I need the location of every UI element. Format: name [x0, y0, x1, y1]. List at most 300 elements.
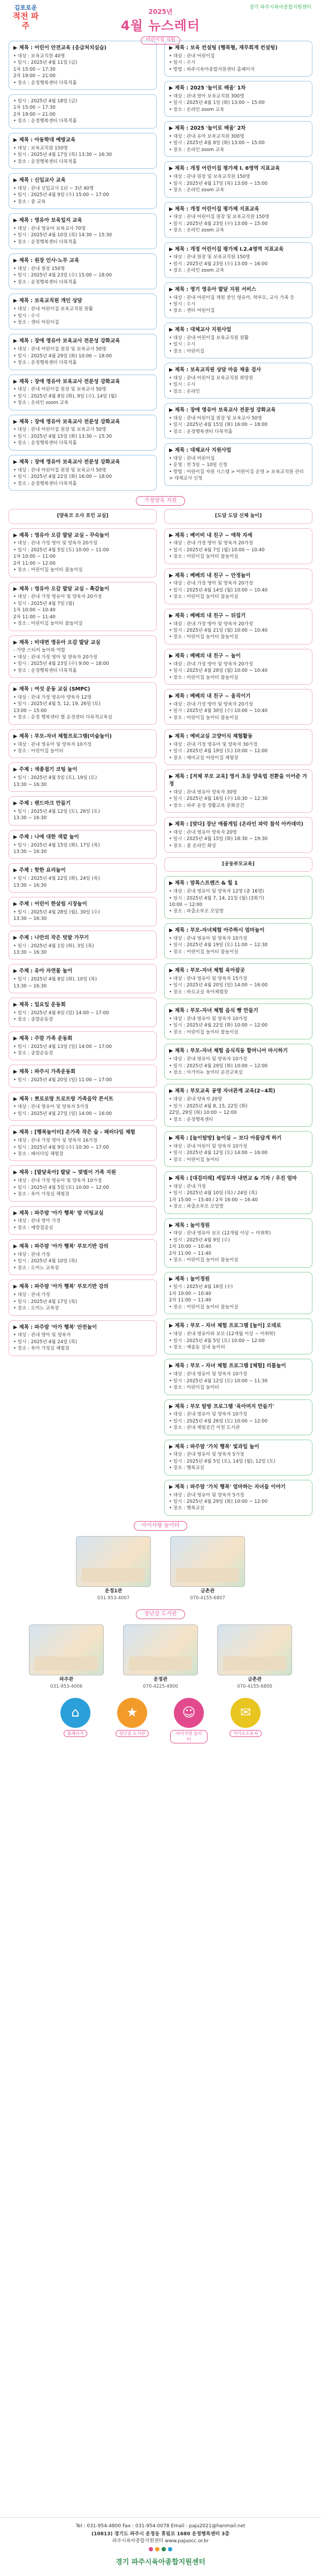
- program-detail: • 대상 : 관내 어린이집: [169, 53, 215, 59]
- program-detail: • 일시 : 2025년 4월 22일 (화) 16:00 ~ 18:00: [13, 474, 112, 480]
- program-detail: • 일시 : 2025년 4월 5, 12, 19, 26일 (토) 13:00 ~ 15:00: [13, 701, 101, 714]
- program-title: ▶ 제목 : 보육 컨설팅 (행복형, 재무회계 컨설팅): [169, 45, 278, 51]
- home-care-right-list-2: [164, 876, 312, 1167]
- program-title: ▶ 제목 : 부모 - 자녀 체험 프로그램 [놀이] 오데로: [169, 1323, 281, 1329]
- home-care-left-column: [9, 509, 157, 1515]
- program-detail: • 일시 : 2025년 4월 5일 (토) 10:00 ~ 11:00 1차 10:00 ~ 11:00 2차 11:00 ~ 12:00: [13, 547, 109, 566]
- home-care-heading: 가정양육 지원: [0, 496, 321, 506]
- quick-link-1[interactable]: [113, 1698, 151, 1744]
- program-detail: • 일시 : 2025년 4월 21일 (월) 10:00 ~ 10:40: [169, 627, 268, 633]
- program-card: [9, 173, 157, 209]
- program-detail: • 장소 : 어린이집 놀이터 물놀이실: [169, 554, 239, 560]
- facility-photo-card: [76, 1536, 151, 1601]
- program-title: ▶ 제목 : 부모교육 공명 자녀관계 교육(2~4회): [169, 1088, 276, 1095]
- org-name-top: 경기 파주시육아종합지원센터: [249, 5, 311, 10]
- program-detail: • 대상 : 관내 어린이집 보육교직원 희망원: [169, 375, 254, 381]
- header: [0, 0, 321, 41]
- program-title: ▶ 제목 : 파주맘 '가치 행복' 빛과일 놀이: [169, 1443, 259, 1450]
- program-detail: • 대상 : 보육교직원 40명: [13, 53, 65, 59]
- title-block: [0, 8, 321, 44]
- program-detail: • 방법 : 파주시육아종합지원센터 홈페이지: [169, 66, 255, 72]
- program-detail: • 일시 : 수시: [13, 313, 40, 319]
- quick-link-label[interactable]: 카카오소통처: [230, 1730, 262, 1738]
- program-detail: • 일시 : 2025년 4월 28일 (월), 30일 (수) 13:30 ~ 16:30: [13, 909, 100, 922]
- program-detail: • 장소 : 운정행복센터 다목적홀: [13, 239, 77, 245]
- right-subheading-2: [공동부모교육]: [164, 857, 312, 872]
- facility-name: 금촌관: [247, 1677, 262, 1683]
- quick-link-label[interactable]: 장난감 도서관: [116, 1730, 149, 1738]
- program-title: ▶ 제목 : 파주맘 '아가 행복' 맘 미팅교실: [13, 1210, 104, 1216]
- program-detail: • 일시 : 2025년 4월 10일 (목): [13, 1259, 78, 1264]
- program-card: [9, 830, 157, 859]
- program-detail: • 일시 : 2025년 4월 9일 (수) 10:30 ~ 17:00: [13, 1144, 109, 1150]
- facility-photo: [76, 1536, 151, 1587]
- program-detail: • 대상 : 관내 가정 영유아 및 양육자 20가정: [13, 594, 102, 600]
- program-card: [164, 1084, 312, 1127]
- program-card: [9, 998, 157, 1027]
- program-title: ▶ 제목 : 영기 영유아 발달 지원 서비스: [169, 286, 256, 293]
- program-detail: • 일시 : 2025년 4월 9일 (수) 1차 10:00 ~ 10:40 2차 11:00 ~ 11:40: [169, 1237, 230, 1256]
- program-detail: • 일시 : 2025년 4월 1일 (화) 13:00 ~ 15:00: [169, 100, 265, 106]
- program-detail: • 일시 : 수시: [169, 342, 196, 348]
- program-detail: • 장소 : 온라인 zoom 교육: [169, 268, 225, 274]
- program-detail: • 일시 : 2025년 4월 17일 (목) 13:00 ~ 15:00: [169, 181, 268, 186]
- home-icon[interactable]: ⌂: [60, 1698, 90, 1728]
- program-detail: • 대상 : 관내 영유아 및 양육자 5가정: [13, 1104, 89, 1110]
- program-card: [9, 1065, 157, 1087]
- program-detail: • 일시 : 2025년 4월 12일 (토) 10:00 ~ 11:30: [169, 1378, 268, 1384]
- program-detail: • 대상 : 관내 영유아 및 양육자 5가정: [169, 1492, 244, 1498]
- program-title: ▶ 제목 : 신입교사 교육: [13, 177, 66, 183]
- program-detail: • 일시 : 2025년 4월 10일 (목) 14:30 ~ 15:30: [13, 233, 112, 238]
- quick-link-label[interactable]: 아이사랑 놀이터: [170, 1730, 208, 1743]
- program-detail: • 장소 : 바로교실 육아체험장: [169, 989, 228, 995]
- program-card: [164, 649, 312, 685]
- program-detail: • 대상 : 관내 원장 및 보육교직원 150명: [169, 174, 250, 180]
- program-detail: • 대상 : 관내 어린이집 원장 및 보육교사 50명: [13, 347, 106, 353]
- program-card: [164, 242, 312, 278]
- program-card: [9, 415, 157, 451]
- program-detail: • 일시 : 2025년 4월 7일 (월) 1차 10:00 ~ 10:40 2차 11:00 ~ 11:40: [13, 601, 74, 620]
- program-card: [9, 1125, 157, 1161]
- program-title: ▶ 제목 : 부모-자녀 체험 음식직동 할머니어 마시하기: [169, 1048, 288, 1054]
- program-detail: - 가방 스티커 놀이와 역할: [13, 648, 66, 654]
- program-detail: • 일시 : 2025년 4월 14일 (월) 10:00 ~ 10:40: [169, 587, 268, 593]
- program-card: [164, 689, 312, 725]
- program-card: [9, 1279, 157, 1315]
- program-card: [9, 1320, 157, 1356]
- program-title: ▶ 제목 : [행복놀이터] 온가족 작은 숲 - 패러다임 체험: [13, 1129, 135, 1136]
- program-detail: • 대상 : 관내 영아 및 양육자: [13, 1332, 71, 1338]
- program-title: ▶ 제목 : 개정 어린이집 평가제 I.2.4영역 지표교육: [169, 246, 284, 252]
- facility-phone: 070-4225-4800: [143, 1684, 178, 1690]
- program-detail: • 일시 : 2025년 4월 12일 (토), 26일 (토) 13:30 ~ 16:30: [13, 808, 100, 821]
- home-care-section: [0, 509, 321, 1515]
- program-detail: • 대상 : 관내 유아 보육교직원 300명: [169, 134, 244, 140]
- program-detail: • 장소 : 어린이집 놀이터 물놀이실: [169, 1257, 239, 1263]
- program-detail: • 일시 : 2025년 4월 22일 (화), 24일 (목) 13:30 ~ 16:30: [13, 876, 100, 888]
- program-detail: • 일시 : 2025년 4월 8일 (화), 10일 (목) 13:30 ~ 16:30: [13, 977, 97, 989]
- toy-icon[interactable]: ★: [117, 1698, 147, 1728]
- program-detail: • 일시 : 2025년 4월 17일 (목): [13, 1299, 78, 1305]
- program-detail: • 장소 : 센터 어린이집: [13, 320, 59, 326]
- program-title: ▶ 제목 : [발달육아] 발달 ~ 맞벌이 가족 지원: [13, 1170, 116, 1176]
- program-card: [9, 1031, 157, 1061]
- home-care-right-list: [164, 528, 312, 853]
- program-detail: • 일시 : 2025년 4월 15일 (화) 16:00 ~ 18:00: [169, 422, 268, 428]
- play-icon[interactable]: ☺: [174, 1698, 204, 1728]
- program-card: [164, 403, 312, 439]
- program-title: ▶ 제목 : 파주맘 '아가 행복' 부모기반 강의: [13, 1284, 109, 1290]
- program-detail: • 일시 : 2025년 4월 17일 (목) 13:30 ~ 16:30: [13, 152, 112, 158]
- facility-photo-card: [123, 1624, 198, 1690]
- program-detail: • 일시 : 수시: [169, 301, 196, 307]
- kakao-icon[interactable]: ✉: [231, 1698, 261, 1728]
- program-detail: • 대상 : 관내 가정 영유아 및 양육자 30가정: [169, 742, 258, 747]
- program-detail: • 장소 : 예방접종실: [13, 1225, 54, 1231]
- program-detail: • 장소 : 도미노 교육장: [13, 1306, 59, 1312]
- facility-photo: [170, 1536, 245, 1587]
- program-detail: • 대상 : 관내 영아 보육교직원 300명: [169, 93, 244, 99]
- program-detail: • 일시 : 2025년 4월 1일 (화), 3일 (목) 13:30 ~ 16:30: [13, 943, 94, 955]
- program-detail: • 일시 : 2025년 4월 5일 (토) 10:00 ~ 12:00: [13, 1185, 109, 1190]
- program-card: [9, 729, 157, 759]
- program-detail: • 장소 : 줌 온라인 화상: [169, 843, 217, 849]
- section-pill-daycare: 어린이집 지원: [141, 36, 180, 44]
- program-card: [164, 443, 312, 486]
- program-detail: • 대상 : 관내 어린이집 재원 중인 영유아, 학부모, 교사 가족 등: [169, 295, 295, 301]
- program-card: [164, 609, 312, 645]
- program-detail: • 일시 : 수시: [169, 382, 196, 388]
- program-title: ▶ 제목 : 개정 어린이집 평가제 I. 6영역 지표교육: [169, 166, 280, 172]
- program-detail: • 장소 : 육아 가정실 체험장: [13, 1192, 70, 1197]
- program-card: [164, 1218, 312, 1268]
- facility-photo-card: [217, 1624, 292, 1690]
- quick-links: [0, 1693, 321, 1749]
- program-detail: • 일시 : 2025년 4월 7, 14, 21일 (월) (3회기) 10:00 ~ 12:00: [169, 895, 264, 908]
- program-card: [9, 41, 157, 90]
- program-card: [9, 213, 157, 249]
- program-detail: • 일시 : 2025년 4월 11일 (금) 1차 15:00 ~ 17:30 2차 19:00 ~ 21:00: [13, 60, 78, 79]
- program-title: ▶ 제목 : 맘톡스프렌즈 & 힐 1: [169, 880, 238, 887]
- program-detail: • 대상 : 관내 영유아 및 양육자 10가정: [169, 1057, 247, 1062]
- program-detail: • 장소 : 파주 운정 생활교육 문화공간: [169, 803, 244, 808]
- program-detail: • 일시 : 2025년 4월 23일 (수) 9:00 ~ 18:00: [13, 661, 109, 667]
- program-detail: • 장소 : 운정행복센터 다목적홀: [13, 481, 77, 486]
- program-detail: • 일시 : 2025년 4월 23일 (수) 15:00 ~ 18:00: [13, 273, 112, 279]
- program-detail: • 대상 : 관내 가정: [169, 1184, 206, 1189]
- daycare-left-column: [9, 41, 157, 491]
- right-subheading: [도담 도담 신체 놀이]: [164, 509, 312, 523]
- program-detail: • 일시 : 2025년 4월 10일 (목) / 24일 (목) 1차 15:00 ~ 15:40 / 2차 16:00 ~ 16:40: [169, 1190, 258, 1203]
- program-title: ▶ 제목 : 부모-자녀 체험 음식 빵 만들기: [169, 1008, 258, 1014]
- program-title: ▶ 제목 : 예비교실 고양이식 체험활동: [169, 733, 253, 740]
- program-detail: • 대상 : 관내 영유아 및 양육자 15가정: [169, 976, 247, 982]
- program-detail: • 일시 : 2025년 4월 5일 (토), 19일 (토) 13:30 ~ 16:30: [13, 775, 97, 788]
- program-detail: • 일시 : 2025년 4월 20일 (일) 14:00 ~ 16:00: [169, 983, 268, 989]
- program-detail: • 장소 : 어린이집 놀이터: [169, 1157, 219, 1163]
- program-card: [9, 682, 157, 725]
- program-detail: • 장소 : 온라인 zoom 교육: [169, 107, 225, 113]
- program-title: ▶ 제목 : [저체 부모 교육] 영서 초등 양육법 전환을 이어준 가정: [169, 774, 308, 788]
- program-title: ▶ 제목 : 놀이정원: [169, 1276, 210, 1282]
- program-detail: • 대상 : 관내 어린이집 원장 및 보육교직원 150명: [169, 214, 270, 220]
- playground-heading: 아이사랑 놀이터: [0, 1521, 321, 1531]
- program-detail: • 장소 : 패러다임 체험장: [13, 1151, 64, 1157]
- program-detail: • 일시 : 2025년 4월 8일 (화) 13:00 ~ 15:00: [169, 140, 265, 146]
- program-card: [9, 133, 157, 169]
- program-detail: • 대상 : 보육교직원 150명: [13, 145, 68, 151]
- program-title: ▶ 주제 : 유아 자연물 놀이: [13, 968, 73, 975]
- program-detail: • 대상 : 관내 원장 150명: [13, 266, 65, 272]
- program-title: ▶ 제목 : 놀이정원: [169, 1222, 210, 1229]
- program-detail: • 일시 : 2025년 4월 7일 (월) 10:00 ~ 10:40: [169, 547, 265, 553]
- program-card: [9, 1165, 157, 1201]
- program-title: ▶ 제목 : 장애 영유아 보육교사 전문성 강화교육: [13, 418, 120, 425]
- program-card: [9, 931, 157, 960]
- program-title: ▶ 제목 : 베베의 내 친구 ~ 뒤집기: [169, 612, 246, 619]
- program-detail: • 장소 : 운정행복센터 다목적홀: [13, 80, 77, 86]
- program-detail: • 장소 : 아가비누 놀이터 운전교육실: [169, 1069, 243, 1075]
- program-title: ▶ 제목 : 부모-자녀 체험프로그램(미술놀이): [13, 733, 112, 739]
- playground-photos: [0, 1534, 321, 1604]
- program-detail: • 일시 : 2025년 4월 13일 (일) 14:00 ~ 17:00: [13, 1044, 112, 1050]
- program-card: [9, 635, 157, 678]
- home-care-right-column: [164, 509, 312, 1515]
- program-title: ▶ 제목 : 뽀로로랑 트로트랑 가족음악 콘서트: [13, 1096, 113, 1102]
- program-detail: • 장소 : 종합운동장: [13, 1051, 54, 1056]
- facility-photo: [123, 1624, 198, 1675]
- program-detail: • 장소 : 파출소부모 모임방: [169, 1204, 224, 1210]
- program-title: ▶ 제목 : 2025 '놀이로 배움' 1차: [169, 85, 246, 92]
- program-card: [164, 1272, 312, 1315]
- program-detail: • 대상 : 관내 가정 영아 및 양육자 20가정: [169, 621, 253, 627]
- program-detail: • 대상 : 관내 가정 영아 및 양육자 20가정: [169, 661, 253, 667]
- program-detail: • 장소 : 어린이집 놀이터 물놀이실: [169, 1029, 239, 1035]
- daycare-right-column: [164, 41, 312, 491]
- program-detail: • 일시 : 2025년 4월 29일 (화) 10:00 ~ 18:00: [13, 353, 112, 359]
- program-title: ▶ 제목 : 어린이 안전교육 (응급처치실습): [13, 45, 106, 51]
- program-card: [164, 729, 312, 765]
- program-detail: • 장소 : 운정행복센터 다목적홀: [13, 279, 77, 285]
- program-card: [9, 1206, 157, 1235]
- home-care-left-list: [9, 528, 157, 1356]
- program-title: ▶ 제목 : 부모 탐방 프로그램 '육아머지 만들기': [169, 1403, 274, 1410]
- address-line: (10813) 경기도 파주시 운정동 휴림로 1680 운정행복센터 3층: [91, 2532, 230, 2537]
- daycare-support-section: [0, 41, 321, 491]
- program-detail: • 일시 : 2025년 4월 28일 (월) 10:00 ~ 10:40: [169, 668, 268, 674]
- program-detail: • 대상 : 관내 영유아와 보모 (12개월 이상 ~ 미취학): [169, 1331, 276, 1337]
- program-detail: • 일시 : 2025년 4월 15일 (화) 13:30 ~ 15:30: [13, 433, 112, 439]
- program-detail: • 일시 : 2025년 4월 5일 (토) 10:00 ~ 12:00: [169, 1338, 265, 1344]
- program-detail: • 일시 : 2025년 4월 8일 (화), 9일 (수), 14일 (월): [13, 393, 117, 399]
- program-title: ▶ 제목 : 장애 영유아 보육교사 전문성 강화교육: [13, 378, 120, 385]
- program-detail: • 대상 : 관내 영유아 및 양육자 5가정: [169, 1452, 244, 1458]
- contact-line: Tel : 031-954-4800 Fax : 031-954-0078 Email : paju2021@hanmail.net: [75, 2523, 246, 2529]
- facility-name: 파주관: [59, 1677, 74, 1683]
- program-detail: • 장소 : 어린이집 놀이터 물놀이실: [169, 715, 239, 721]
- program-card: [9, 1239, 157, 1275]
- program-detail: • 장소 : 어린이집 놀이터 물놀이실: [169, 1304, 239, 1310]
- quick-link-2[interactable]: [170, 1698, 208, 1744]
- program-card: [164, 202, 312, 238]
- program-detail: • 장소 : 운정행복센터: [169, 1117, 213, 1122]
- program-detail: • 일시 : 2025년 4월 16일 (수) 10:30 ~ 12:30: [169, 796, 268, 802]
- program-detail: • 일시 : 2025년 4월 15일 (화) 18:30 ~ 19:30: [169, 836, 268, 842]
- program-detail: • 일시 : 2025년 4월 22일 (화) 10:00 ~ 12:00: [169, 1023, 268, 1029]
- program-title: ▶ 제목 : 일요일 운동회: [13, 1002, 66, 1008]
- program-title: ▶ 제목 : 영유아 오감 발달 교실 - 촉감놀이: [13, 586, 110, 592]
- program-card: [164, 876, 312, 919]
- program-title: ▶ 주제 : 핫한 요리놀이: [13, 867, 66, 874]
- program-card: [9, 455, 157, 491]
- program-card: [164, 161, 312, 197]
- program-card: [164, 121, 312, 157]
- program-detail: • 장소 : 운정행복센터 다목적홀: [13, 360, 77, 366]
- program-card: [164, 1440, 312, 1476]
- program-detail: • 장소 : 종합운동장: [13, 1017, 54, 1023]
- program-detail: • 대상 : 관내 영유아 및 양육자 12명 (총 16명): [169, 889, 264, 895]
- program-title: ▶ 제목 : 보육교직원 개인 상담: [13, 298, 82, 304]
- program-title: ▶ 주제 : 어린이 한살림 시장놀이: [13, 901, 87, 908]
- program-card: [9, 863, 157, 893]
- program-detail: • 대상 : 관내 가정 영유아 및 양육자 10가정: [13, 1178, 102, 1184]
- toy-library-photos: [0, 1622, 321, 1692]
- facility-name: 운정관: [153, 1677, 168, 1683]
- program-detail: • 일시 : 2025년 4월 30일 (수) 10:00 ~ 10:40: [169, 708, 268, 714]
- program-detail: • 장소 : 온라인 zoom 교육: [169, 228, 225, 234]
- program-detail: • 일시 : 2025년 4월 6일 (일) 14:00 ~ 17:00: [13, 1010, 109, 1016]
- program-title: ▶ 제목 : 부모 - 자녀 체험 프로그램 [체험] 리틀놀이: [169, 1363, 286, 1369]
- program-card: [164, 1359, 312, 1395]
- program-detail: • 일시 : 2025년 4월 23일 (수) 13:00 ~ 16:00: [169, 261, 268, 267]
- program-detail: • 대상 : 관내 양육자 20명: [169, 1097, 222, 1103]
- program-detail: • 대상 : 관내 신입교사 1년 ~ 3년 40명: [13, 185, 94, 191]
- program-title: ▶ 주제 : 나만의 작은 텃밭 가꾸기: [13, 934, 89, 941]
- program-detail: • 대상 : 관내 가정 영아 및 양육자 16가정: [13, 1138, 97, 1144]
- program-title: ▶ 제목 : [대검미래] 세밀부자 내면교 & 기차 / 우진 엄마: [169, 1175, 297, 1182]
- program-detail: • 대상 : 관내 가정 영아 및 양육자 20가정: [13, 541, 97, 546]
- program-title: ▶ 제목 : 영유아 보육일지 교육: [13, 218, 82, 224]
- program-detail: • 대상 : 관내 가정 영아 및 양육자 20가정: [169, 701, 253, 707]
- program-detail: • 일시 : 2025년 4월 5일 (토), 14일 (월), 12일 (토): [169, 1458, 276, 1464]
- program-title: ▶ 제목 : 베베의 내 친구 ~ 움직이기: [169, 693, 251, 700]
- program-detail: • 장소 : 운정행복센터 다목적홀: [13, 118, 77, 124]
- year-label: 2025년: [148, 8, 173, 16]
- program-detail: • 대상 : 관내 영유아 양육자 20명: [169, 829, 237, 835]
- program-detail: • 장소 : 어린이집 놀이터 물놀이실: [13, 621, 83, 627]
- footer-org-name: 경기 파주시육아종합지원센터: [116, 2558, 205, 2567]
- program-detail: • 대상 : 관내 가정 영아 및 양육자 20가정: [169, 541, 253, 546]
- program-card: [164, 1480, 312, 1516]
- program-detail: • 대상 : 관내 어린이집 원장 및 보육교사 50명: [169, 415, 262, 421]
- program-detail: • 장소 : 온라인 zoom 교육: [169, 188, 225, 193]
- program-card: [9, 253, 157, 289]
- program-detail: • 장소 : 운정 행복센터 헬 운정센터 다목적교육실: [13, 715, 112, 721]
- program-title: ▶ 제목 : 장애 영유아 보육교사 전문성 강화교육: [13, 338, 120, 345]
- program-detail: • 장소 : 어린이집 놀이터: [13, 748, 64, 754]
- program-card: [9, 1092, 157, 1121]
- quick-link-label[interactable]: 홈페이지: [64, 1730, 88, 1738]
- program-detail: • 일시 : 2025년 4월 23일 (수) 13:00 ~ 15:00: [169, 221, 268, 227]
- program-detail: • 장소 : 운정행복센터 다목적홀: [13, 440, 77, 446]
- program-detail: • 방법 : 어린이집 자원 시스템 > 어린이집 운영 > 보육교직원 관리 > 대체교사 신청: [169, 469, 304, 482]
- program-title: ▶ 제목 : 주말 가족 운동회: [13, 1035, 73, 1042]
- program-detail: • 장소 : 어린이집: [169, 348, 204, 354]
- page-title: 4월 뉴스레터: [121, 18, 200, 34]
- program-card: [164, 528, 312, 564]
- program-detail: • 장소 : 도미노 교육장: [13, 1265, 59, 1271]
- program-detail: • 대상 : 관내 어린이집 원장 및 보육교사 50명: [13, 467, 106, 473]
- program-detail: • 장소 : 육아 가정실 체험장: [13, 1346, 70, 1352]
- program-title: ▶ 제목 : 원장 인사·노무 교육: [13, 258, 80, 264]
- program-card: [164, 1171, 312, 1214]
- program-title: ▶ 제목 : 파주시 가족운동회: [13, 1069, 76, 1075]
- facility-phone: 070-4155-6800: [237, 1684, 272, 1690]
- program-detail: • 대상 : 관내 어린이집 원장 및 보육교사 50명: [13, 427, 106, 433]
- footer: [0, 2517, 321, 2576]
- program-card: [164, 568, 312, 604]
- program-detail: • 대상 : 관내 어린이집 보육교직원 원활: [13, 306, 93, 312]
- program-detail: • 대상 : 관내 가정 영아 및 양육자 20가정: [169, 581, 253, 587]
- program-detail: • 대상 : 관내 영유아 및 양육자 10가정: [169, 1412, 247, 1418]
- facility-phone: 031-953-4006: [50, 1684, 83, 1690]
- program-detail: • 장소 : 온라인 zoom 교육: [13, 400, 69, 406]
- program-detail: • 운영 : 연 5일 ~ 10일 신청: [169, 462, 227, 468]
- program-card: [164, 1004, 312, 1039]
- program-detail: • 일시 : 2025년 4월 29일 (화) 10:00 ~ 12:00: [169, 1499, 268, 1505]
- program-card: [9, 762, 157, 792]
- program-detail: • 일시 : 2025년 4월 20일 (일) 11:00 ~ 17:00: [13, 1077, 112, 1083]
- facility-photo-card: [29, 1624, 104, 1690]
- program-detail: • 장소 : 관내 체험공간 이천 도서관: [169, 1425, 240, 1431]
- program-title: ▶ 제목 : [놀이탐방] 놀이실 ~ 보다 아름답게 하기: [169, 1135, 282, 1141]
- program-card: [164, 282, 312, 318]
- program-detail: • 장소 : 센터 어린이집: [169, 308, 215, 314]
- program-card: [9, 94, 157, 129]
- facility-phone: 070-4155-6807: [190, 1596, 225, 1601]
- program-detail: • 장소 : 예술동 실내 놀이터: [169, 1344, 225, 1350]
- home-care-right-list-3: [164, 1171, 312, 1516]
- program-detail: • 장소 : 어린이집 놀이터 물놀이실: [169, 675, 239, 680]
- program-detail: • 일시 : 2025년 4월 12일 (토) 14:00 ~ 16:00: [169, 1150, 268, 1156]
- program-card: [164, 323, 312, 358]
- program-title: ▶ 제목 : [맞다] 장난 애플게임 (온라인 파악 참석 아카데미): [169, 821, 303, 828]
- program-title: ▶ 제목 : 베이비 내 친구 ~ 애착 자세: [169, 532, 253, 538]
- program-card: [9, 964, 157, 993]
- program-detail: • 대상 : 관내 영유아 보육교사 70명: [13, 226, 86, 231]
- program-card: [164, 363, 312, 399]
- program-title: ▶ 제목 : 부모-자녀체험 아주하시 엄마놀이: [169, 927, 265, 933]
- program-card: [164, 923, 312, 959]
- toy-library-heading: 장난감 도서관: [0, 1609, 321, 1620]
- program-title: ▶ 제목 : 여섯 운동 교실 (SMPC): [13, 686, 90, 693]
- website-line: 파주시육아종합지원센터 www.pajuocc.or.kr: [112, 2538, 209, 2544]
- program-detail: • 일시 : 2025년 4월 19일 (토) 11:00 ~ 12:30: [169, 942, 268, 948]
- program-detail: • 장소 : 행복교실: [169, 1465, 204, 1471]
- facility-photo: [217, 1624, 292, 1675]
- program-detail: • 대상 : 관내 어린이집: [169, 456, 215, 462]
- program-detail: • 장소 : 운정행복센터 다목적홀: [169, 429, 233, 435]
- program-detail: • 일시 : 2025년 4월 18일 (금) 1차 15:00 ~ 17:30 2차 19:00 ~ 21:00: [13, 99, 78, 117]
- program-title: ▶ 제목 : 파주맘 '아가 행복' 안전놀이: [13, 1324, 97, 1330]
- quick-link-0[interactable]: [57, 1698, 94, 1744]
- program-detail: • 대상 : 관내 가정: [13, 1292, 50, 1298]
- program-card: [164, 769, 312, 813]
- program-detail: • 대상 : 관내 가정 영아 및 양육자 20가정: [13, 654, 97, 660]
- program-card: [9, 582, 157, 631]
- quick-link-3[interactable]: [227, 1698, 264, 1744]
